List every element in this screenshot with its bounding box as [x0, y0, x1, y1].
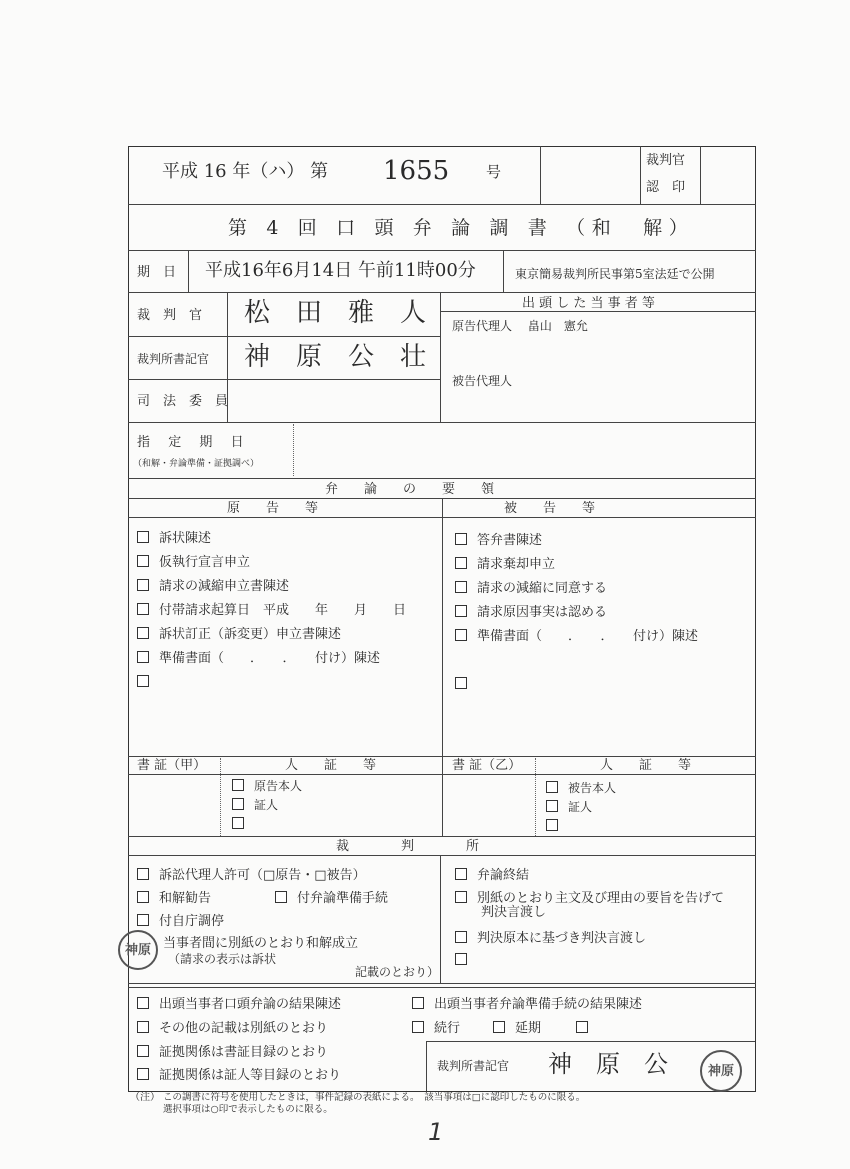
witness-item: [546, 819, 568, 832]
defendant-item: 請求の減縮に同意する: [455, 581, 607, 595]
designated-date-sublabel: （和解・弁論準備・証拠調べ）: [133, 459, 260, 469]
defendant-item: [455, 677, 477, 691]
settlement-note: （請求の表示は訴状: [168, 952, 277, 966]
court-item: 当事者間に別紙のとおり和解成立: [163, 936, 359, 951]
note-line-2: 選択事項は○印で表示したものに限る。: [163, 1104, 333, 1115]
checkbox[interactable]: [455, 868, 467, 880]
date-value: 平成16年6月14日 午前11時00分: [205, 260, 476, 281]
witness-item: [232, 817, 254, 830]
clerk-label: 裁判所書記官: [137, 352, 210, 366]
footer-clerk-label: 裁判所書記官: [437, 1059, 510, 1073]
designated-date-divider: [293, 424, 294, 476]
checkbox[interactable]: [576, 1021, 588, 1033]
defendant-header: 被 告 等: [504, 501, 596, 516]
checkbox[interactable]: [455, 891, 467, 903]
case-suffix: 号: [486, 163, 502, 181]
checkbox[interactable]: [137, 651, 149, 663]
court-top: [128, 836, 756, 837]
header-divider: [540, 146, 541, 204]
date-place: 東京簡易裁判所民事第5室法廷で公開: [515, 267, 715, 281]
commissioner-label: 司 法 委 員: [137, 394, 229, 409]
judge-name: 松 田 雅 人: [244, 298, 427, 328]
checkbox[interactable]: [137, 1021, 149, 1033]
evidence-divider-b: [535, 758, 536, 836]
checkbox[interactable]: [275, 891, 287, 903]
witness-header-b: 人 証 等: [600, 758, 692, 773]
court-item: 付自庁調停: [137, 914, 224, 928]
plaintiff-item: 準備書面（ ． ． 付け）陳述: [137, 651, 380, 665]
checkbox[interactable]: [137, 627, 149, 639]
footer-top-2: [128, 987, 756, 988]
court-item: 弁論終結: [455, 868, 529, 882]
checkbox[interactable]: [546, 819, 558, 831]
footer-item: 出頭当事者弁論準備手続の結果陳述: [412, 997, 642, 1011]
seal-stamp: 神原: [700, 1050, 742, 1092]
officials-bottom: [128, 422, 756, 423]
court-divider: [440, 855, 441, 983]
designated-date-bottom: [128, 478, 756, 479]
checkbox[interactable]: [455, 533, 467, 545]
checkbox[interactable]: [455, 581, 467, 593]
court-item: 和解勧告: [137, 891, 211, 905]
witness-item: 被告本人: [546, 781, 616, 794]
header-bottom: [128, 204, 756, 205]
plaintiff-item: 仮執行宣言申立: [137, 555, 250, 569]
checkbox[interactable]: [455, 953, 467, 965]
footer-item: 証拠関係は証人等目録のとおり: [137, 1068, 341, 1082]
defendant-item: 請求棄却申立: [455, 557, 555, 571]
title-bottom: [128, 250, 756, 251]
checkbox[interactable]: [493, 1021, 505, 1033]
parties-header: 出 頭 し た 当 事 者 等: [522, 296, 655, 311]
seal-box-left: [640, 146, 641, 204]
witness-item: 証人: [546, 800, 592, 813]
document-title: 第 4 回 口 頭 弁 論 調 書 （和 解）: [228, 217, 695, 239]
witness-item: 証人: [232, 798, 278, 811]
footer-item: その他の記載は別紙のとおり: [137, 1021, 328, 1035]
checkbox[interactable]: [455, 557, 467, 569]
court-item: [455, 953, 477, 967]
witness-header-a: 人 証 等: [285, 758, 377, 773]
footer-item: 出頭当事者口頭弁論の結果陳述: [137, 997, 341, 1011]
court-item: 付弁論準備手続: [275, 891, 388, 905]
footer-top: [128, 983, 756, 984]
checkbox[interactable]: [232, 817, 244, 829]
checkbox[interactable]: [137, 603, 149, 615]
officials-row1: [128, 336, 440, 337]
defendant-item: 答弁書陳述: [455, 533, 542, 547]
date-divider-2: [503, 250, 504, 292]
judge-seal-label-2: 認 印: [646, 180, 686, 195]
evidence-mid: [442, 756, 443, 836]
parties-header-line: [440, 311, 756, 312]
checkbox[interactable]: [546, 800, 558, 812]
evidence-divider-a: [220, 758, 221, 836]
case-prefix: 平成 16 年（ハ） 第: [162, 161, 329, 182]
doc-evidence-b: 書 証（乙）: [452, 758, 522, 773]
date-bottom: [128, 292, 756, 293]
clerk-name: 神 原 公 壮: [244, 342, 427, 372]
defendant-item: 請求原因事実は認める: [455, 605, 607, 619]
date-label: 期 日: [137, 265, 177, 280]
judge-seal-label: 裁判官: [646, 153, 686, 168]
defendant-item: 準備書面（ ． ． 付け）陳述: [455, 629, 698, 643]
court-item: 訴訟代理人許可（□原告・□被告）: [137, 868, 366, 882]
court-item: 別紙のとおり主文及び理由の要旨を告げて: [455, 891, 724, 905]
note-line-1: この調書に符号を使用したときは，事件記録の表紙による。 該当事項は□に認印したものに限る。: [163, 1092, 586, 1103]
page-number: 1: [428, 1118, 444, 1146]
argument-header: 弁 論 の 要 領: [325, 482, 495, 497]
footer-item: 続行: [412, 1021, 460, 1035]
seal-box-inner: [700, 146, 701, 204]
plaintiff-item: 請求の減縮申立書陳述: [137, 579, 289, 593]
checkbox[interactable]: [137, 675, 149, 687]
checkbox[interactable]: [137, 531, 149, 543]
footer-item: 延期: [493, 1021, 541, 1035]
plaintiff-item: 訴状陳述: [137, 531, 211, 545]
checkbox[interactable]: [137, 891, 149, 903]
checkbox[interactable]: [137, 1045, 149, 1057]
checkbox[interactable]: [546, 781, 558, 793]
checkbox[interactable]: [137, 1068, 149, 1080]
settlement-note-2: 記載のとおり）: [355, 965, 440, 979]
argument-divider: [442, 498, 443, 756]
plaintiff-header: 原 告 等: [227, 501, 319, 516]
checkbox[interactable]: [137, 997, 149, 1009]
court-header: 裁 判 所: [336, 839, 480, 854]
checkbox[interactable]: [137, 555, 149, 567]
court-item-cont: 判決言渡し: [481, 905, 547, 920]
doc-evidence-a: 書 証（甲）: [137, 758, 207, 773]
officials-row2: [128, 379, 440, 380]
judge-label: 裁 判 官: [137, 308, 203, 323]
checkbox[interactable]: [412, 997, 424, 1009]
checkbox[interactable]: [455, 931, 467, 943]
checkbox[interactable]: [232, 779, 244, 791]
plaintiff-item: [137, 675, 159, 689]
checkbox[interactable]: [137, 914, 149, 926]
plaintiff-item: 訴状訂正（訴変更）申立書陳述: [137, 627, 341, 641]
court-header-line: [128, 855, 756, 856]
footer-item: 証拠関係は書証目録のとおり: [137, 1045, 328, 1059]
checkbox[interactable]: [455, 677, 467, 689]
footer-clerk-name: 神 原 公: [548, 1050, 668, 1078]
designated-date-label: 指 定 期 日: [137, 435, 247, 450]
checkbox[interactable]: [137, 579, 149, 591]
evidence-header-line: [128, 774, 756, 775]
footer-item: [576, 1021, 598, 1035]
case-number: 1655: [383, 156, 450, 186]
plaintiff-item: 付帯請求起算日 平成 年 月 日: [137, 603, 406, 617]
checkbox[interactable]: [232, 798, 244, 810]
defendant-agent: 被告代理人: [452, 374, 513, 388]
checkbox[interactable]: [412, 1021, 424, 1033]
checkbox[interactable]: [455, 605, 467, 617]
witness-item: 原告本人: [232, 779, 302, 792]
plaintiff-agent: 原告代理人 畠山 憲允: [452, 319, 588, 333]
checkbox[interactable]: [455, 629, 467, 641]
checkbox[interactable]: [137, 868, 149, 880]
court-item: 判決原本に基づき判決言渡し: [455, 931, 646, 945]
seal-stamp: 神原: [118, 930, 158, 970]
note-mark: （注）: [130, 1092, 160, 1103]
date-divider: [188, 250, 189, 292]
